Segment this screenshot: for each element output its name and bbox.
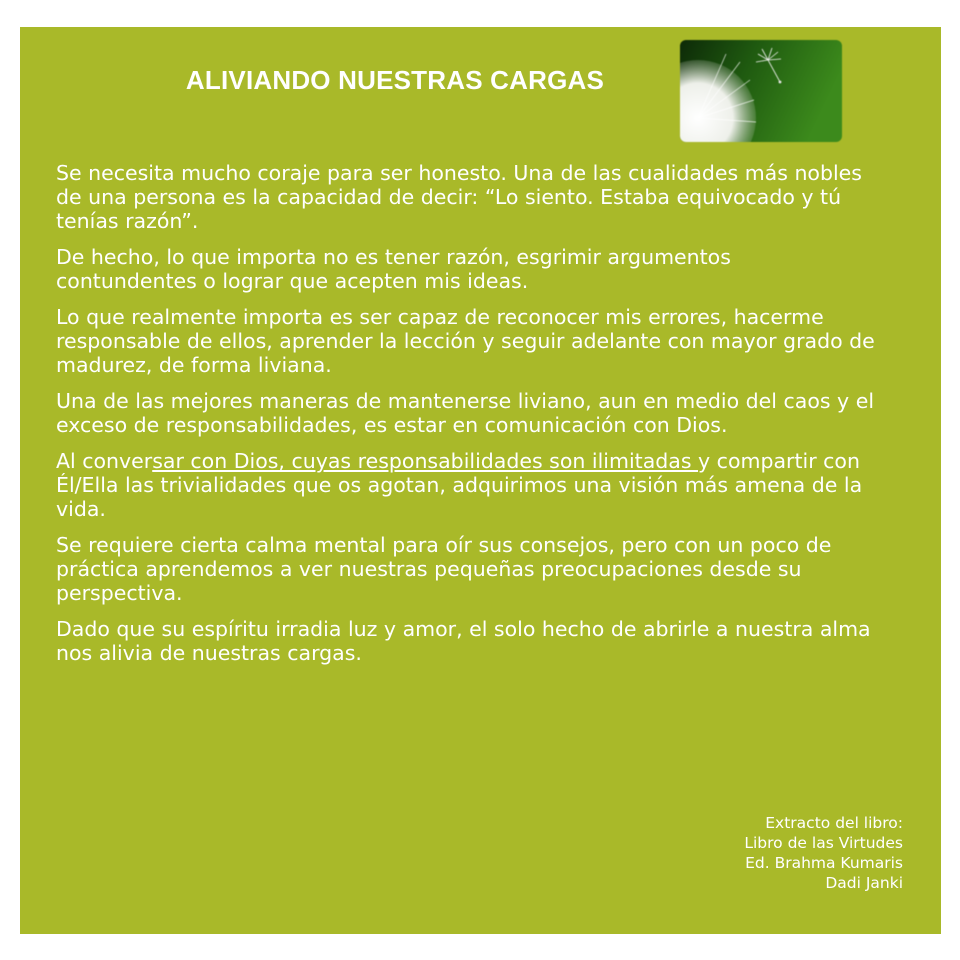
paragraph-5-start: Al conver: [56, 449, 153, 473]
paragraph-5-underlined: sar con Dios, cuyas responsabilidades son ilimitadas: [152, 449, 699, 473]
paragraph-5: [56, 449, 878, 521]
dandelion-seed-photo: [680, 40, 842, 142]
credit-line-book: Libro de las Virtudes: [744, 834, 903, 852]
paragraph-2: De hecho, lo que importa no es tener razón, esgrimir argumentos contundentes o lograr que acepten mis ideas.: [56, 245, 731, 293]
dandelion-icon: [680, 40, 842, 142]
paragraph-1: Se necesita mucho coraje para ser honesto. Una de las cualidades más nobles de una persona es la capacidad de decir: “Lo siento. Estaba equivocado y tú tenías razón”.: [56, 161, 862, 233]
paragraph-5-end: y compartir con Él/Ella las trivialidades que os agotan, adquirimos una visión más amena de la vida.: [56, 449, 863, 521]
paragraph-7: Dado que su espíritu irradia luz y amor, el solo hecho de abrirle a nuestra alma nos alivia de nuestras cargas.: [56, 617, 871, 665]
article-body: [56, 161, 878, 677]
page-title: ALIVIANDO NUESTRAS CARGAS: [185, 65, 605, 95]
credit-line-excerpt: Extracto del libro:: [765, 814, 903, 832]
paragraph-4: Una de las mejores maneras de mantenerse liviano, aun en medio del caos y el exceso de responsabilidades, es estar en comunicación con Dios.: [56, 389, 875, 437]
quote-card: [20, 27, 941, 934]
book-credit: [744, 813, 903, 893]
paragraph-3: Lo que realmente importa es ser capaz de reconocer mis errores, hacerme responsable de ellos, aprender la lección y seguir adelante con mayor grado de madurez, de forma liviana.: [56, 305, 875, 377]
credit-line-publisher: Ed. Brahma Kumaris: [745, 854, 903, 872]
credit-line-author: Dadi Janki: [825, 874, 903, 892]
paragraph-6: Se requiere cierta calma mental para oír sus consejos, pero con un poco de práctica aprendemos a ver nuestras pequeñas preocupaciones desde su perspectiva.: [56, 533, 832, 605]
